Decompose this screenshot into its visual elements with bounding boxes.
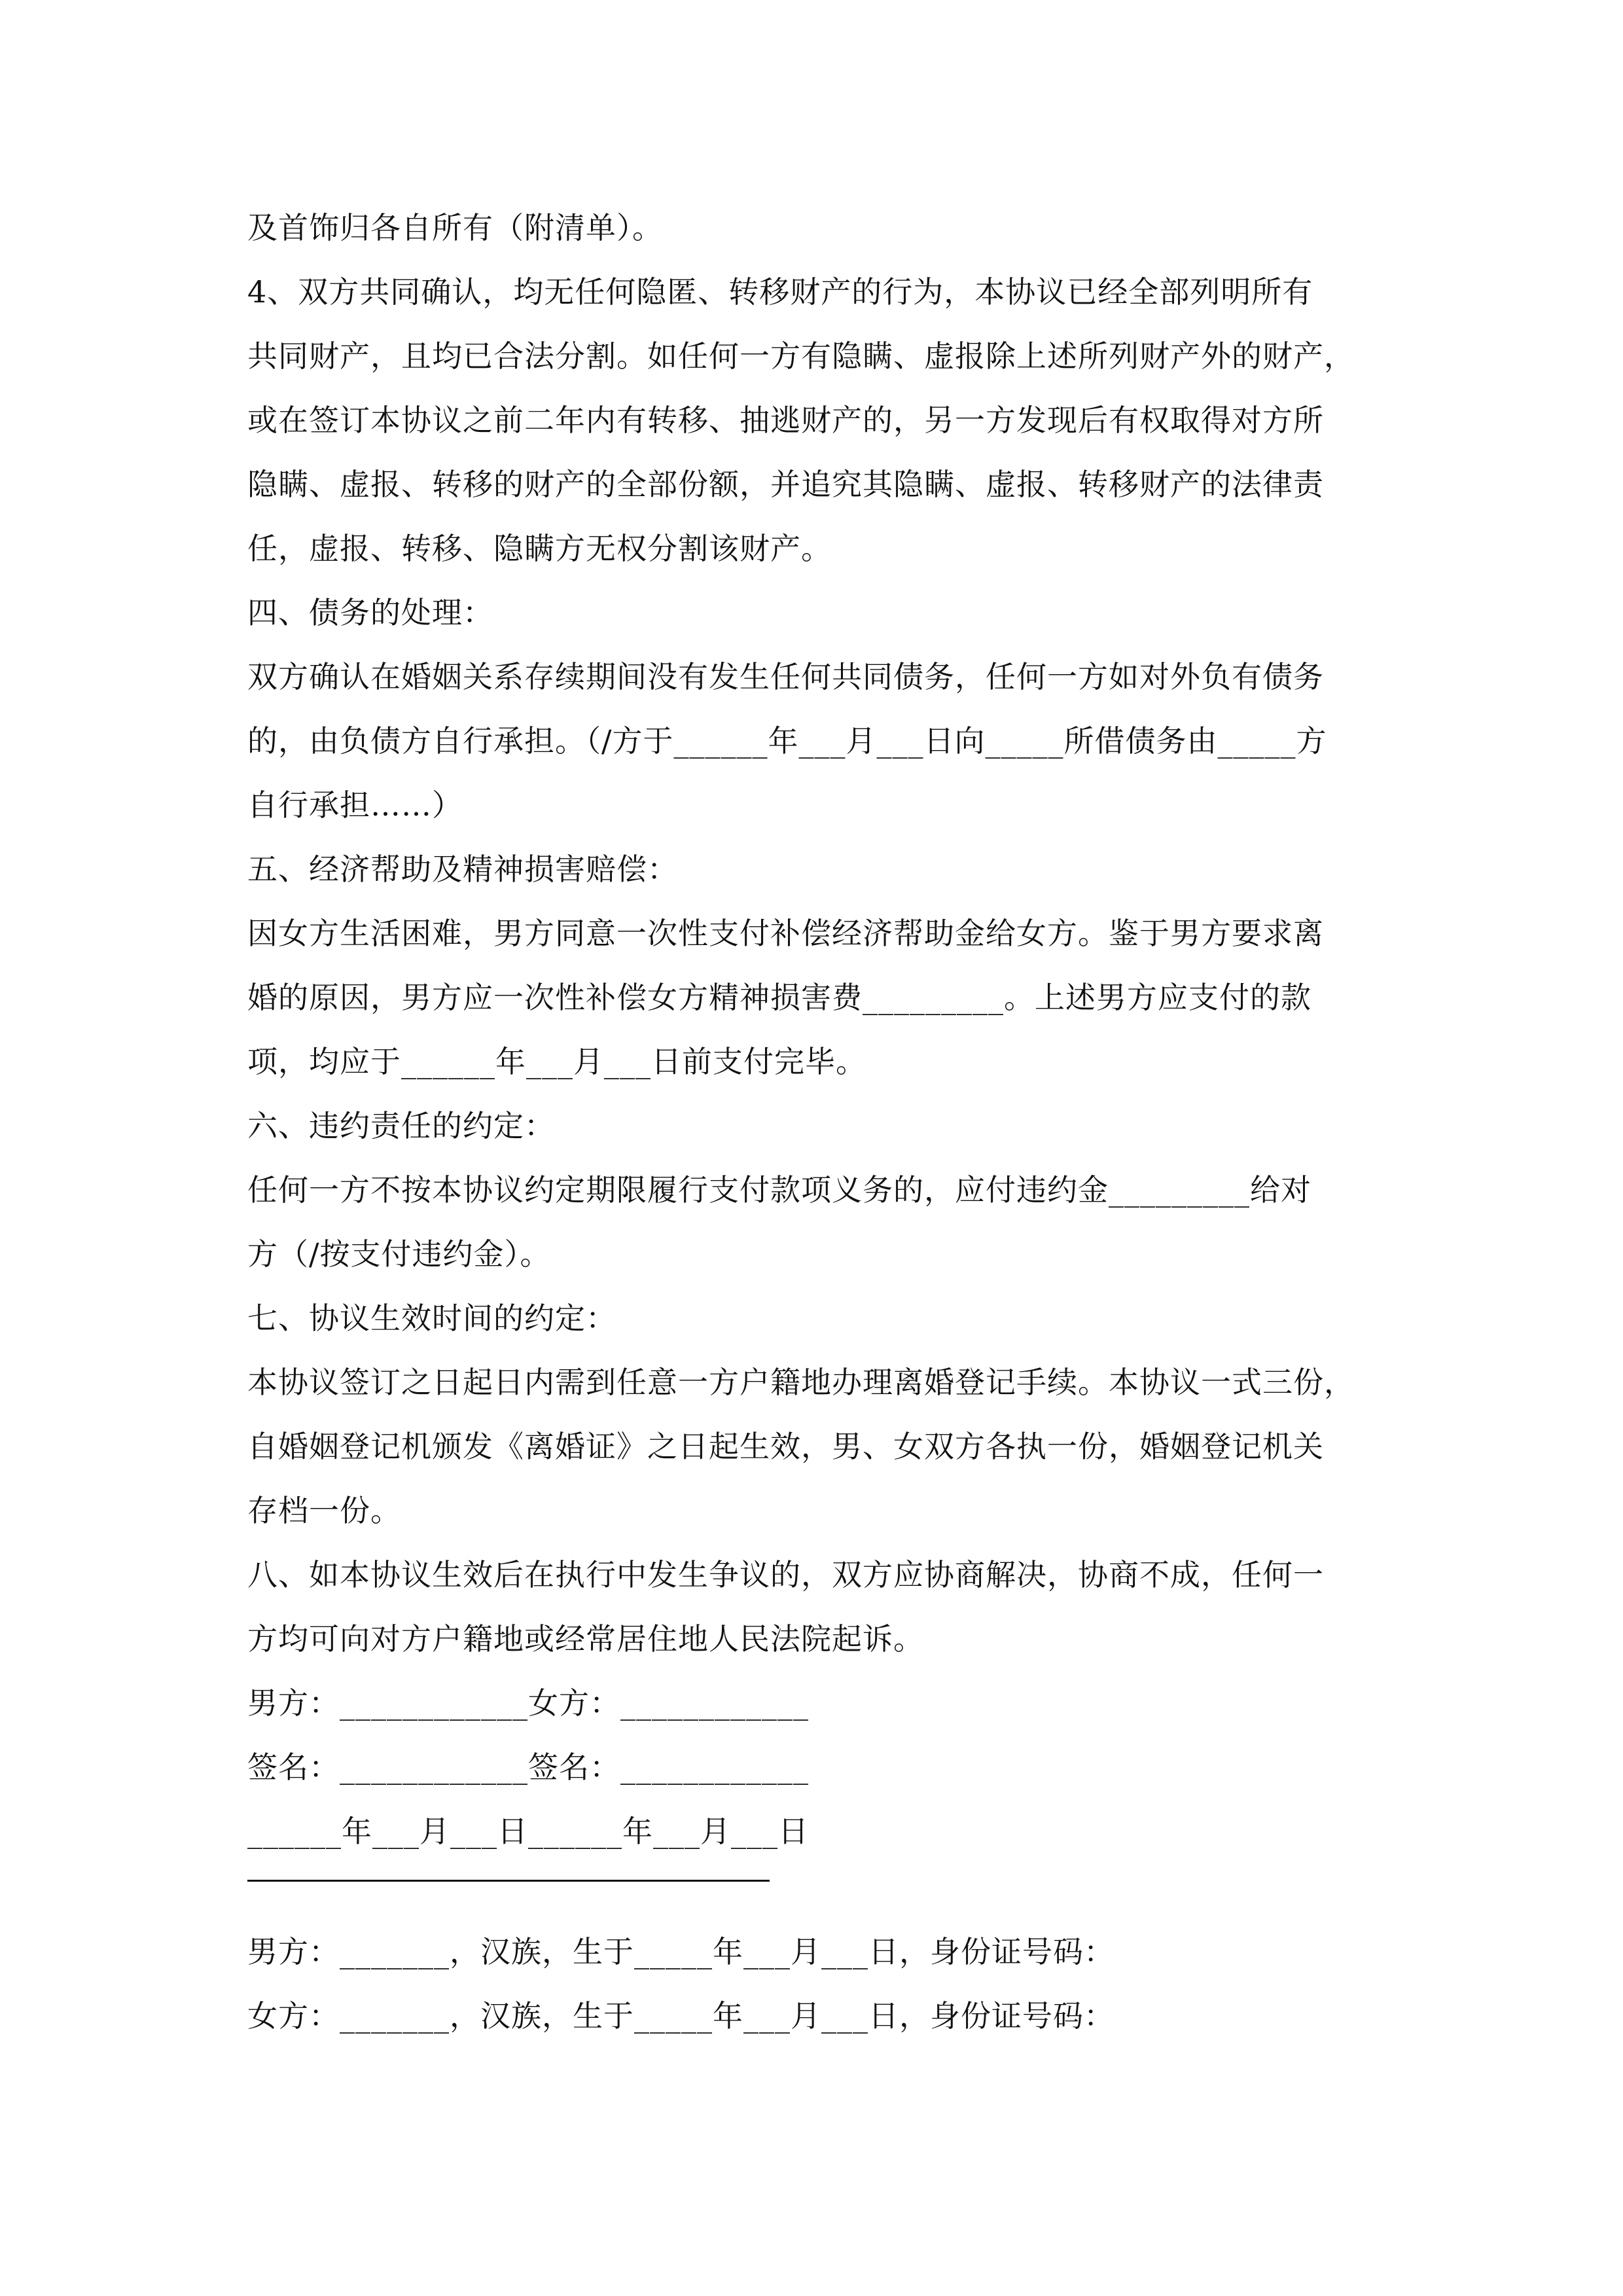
text-line: 项，均应于______年___月___日前支付完毕。	[247, 1044, 866, 1079]
text-line: 因女方生活困难，男方同意一次性支付补偿经济帮助金给女方。鉴于男方要求离	[247, 916, 1324, 951]
text-line: 存档一份。	[247, 1493, 401, 1528]
text-line: 自行承担……）	[247, 787, 463, 823]
text-line: 共同财产，且均已合法分割。如任何一方有隐瞒、虚报除上述所列财产外的财产，	[247, 338, 1355, 374]
text-line: 本协议签订之日起日内需到任意一方户籍地办理离婚登记手续。本协议一式三份，	[247, 1365, 1355, 1400]
signature-date-line: ______年___月___日______年___月___日	[247, 1814, 809, 1849]
party-info-female: 女方：_______，汉族，生于_____年___月___日，身份证号码：	[247, 1998, 1115, 2034]
text-line: 任，虚报、转移、隐瞒方无权分割该财产。	[247, 531, 832, 566]
text-line: 婚的原因，男方应一次性补偿女方精神损害费_________。上述男方应支付的款	[247, 980, 1311, 1015]
text-line: 或在签订本协议之前二年内有转移、抽逃财产的，另一方发现后有权取得对方所	[247, 403, 1324, 438]
separator-rule	[247, 1880, 770, 1882]
text-line: 方（/按支付违约金）。	[247, 1236, 551, 1272]
text-line: 方均可向对方户籍地或经常居住地人民法院起诉。	[247, 1621, 924, 1657]
text-line: 自婚姻登记机颁发《离婚证》之日起生效，男、女双方各执一份，婚姻登记机关	[247, 1429, 1324, 1464]
section-heading: 五、经济帮助及精神损害赔偿：	[247, 852, 678, 887]
section-heading: 四、债务的处理：	[247, 595, 493, 630]
text-line: 及首饰归各自所有（附清单）。	[247, 210, 663, 245]
signature-names-line: 男方：____________女方：____________	[247, 1685, 809, 1721]
text-line: 隐瞒、虚报、转移的财产的全部份额，并追究其隐瞒、虚报、转移财产的法律责	[247, 467, 1324, 502]
party-info-male: 男方：_______，汉族，生于_____年___月___日，身份证号码：	[247, 1934, 1115, 1969]
section-heading: 七、协议生效时间的约定：	[247, 1300, 616, 1336]
text-line: 任何一方不按本协议约定期限履行支付款项义务的，应付违约金_________给对	[247, 1172, 1311, 1208]
text-line: 八、如本协议生效后在执行中发生争议的，双方应协商解决，协商不成，任何一	[247, 1557, 1324, 1592]
signature-sign-line: 签名：____________签名：____________	[247, 1749, 809, 1785]
text-line: 的，由负债方自行承担。（/方于______年___月___日向_____所借债务由_____方	[247, 723, 1327, 759]
text-line: 双方确认在婚姻关系存续期间没有发生任何共同债务，任何一方如对外负有债务	[247, 659, 1324, 694]
section-heading: 六、违约责任的约定：	[247, 1108, 555, 1143]
text-line: 4、双方共同确认，均无任何隐匿、转移财产的行为，本协议已经全部列明所有	[247, 274, 1313, 310]
